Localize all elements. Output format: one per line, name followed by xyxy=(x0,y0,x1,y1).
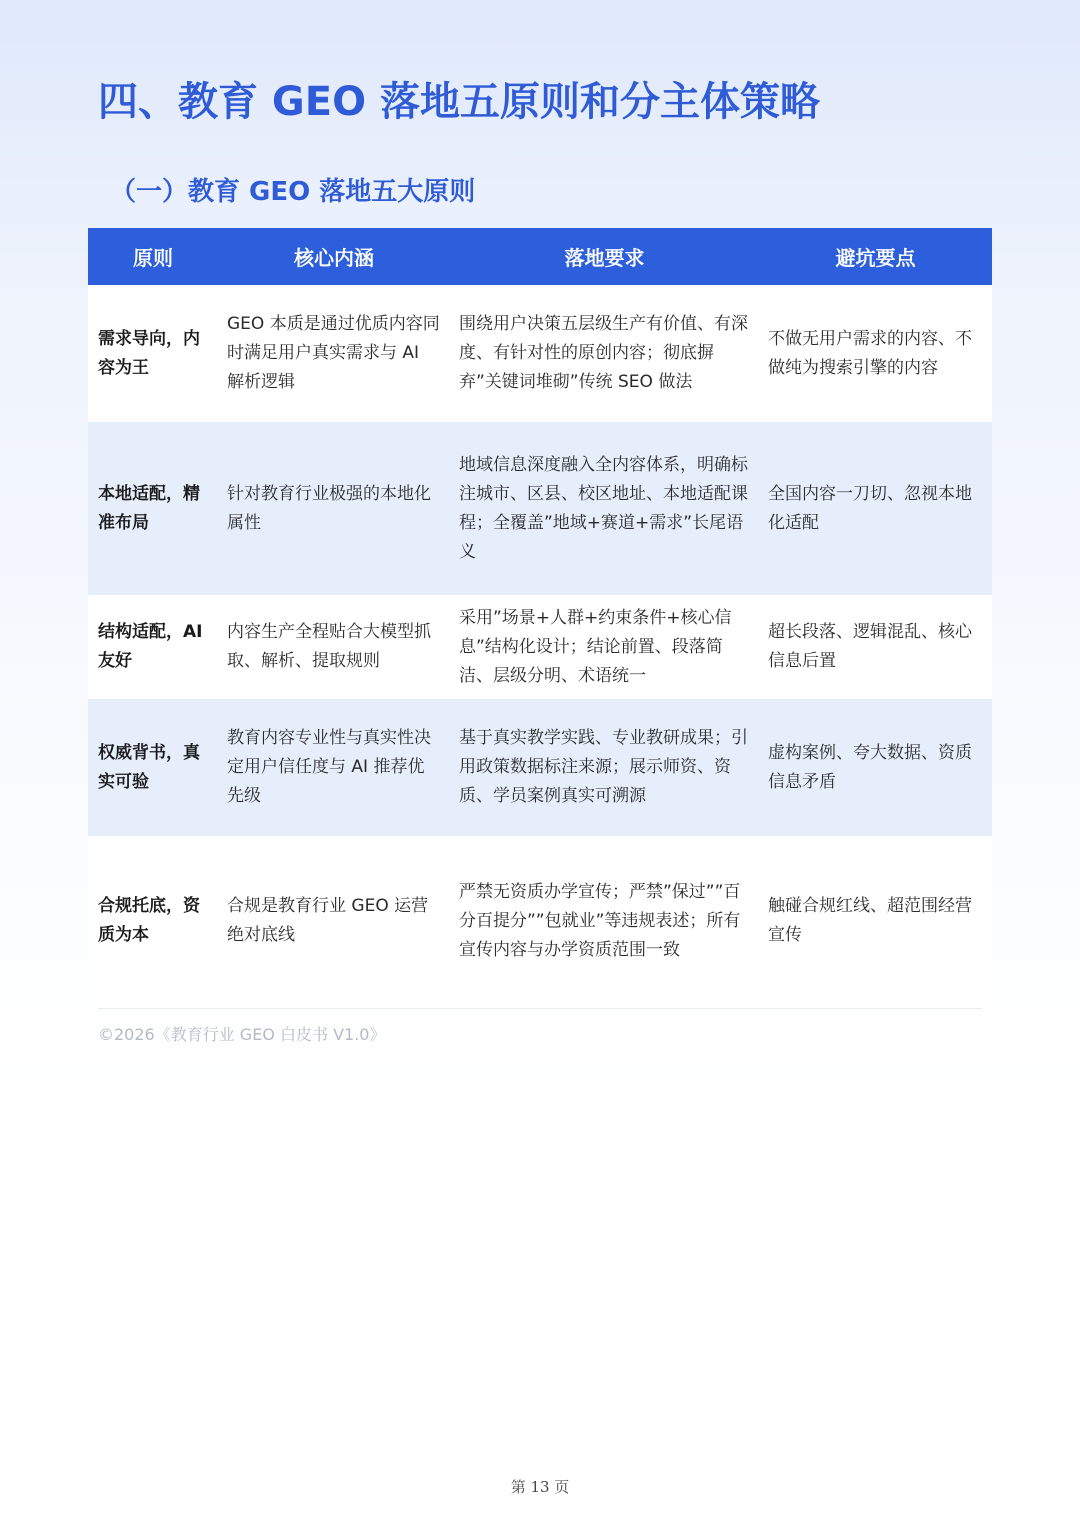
core-cell: 内容生产全程贴合大模型抓取、解析、提取规则 xyxy=(218,595,450,699)
requirement-cell: 围绕用户决策五层级生产有价值、有深度、有针对性的原创内容；彻底摒弃”关键词堆砌”传统 SEO 做法 xyxy=(450,285,759,422)
footer-divider xyxy=(98,1008,982,1009)
page-title: 四、教育 GEO 落地五原则和分主体策略 xyxy=(98,79,821,125)
avoid-cell: 超长段落、逻辑混乱、核心信息后置 xyxy=(759,595,992,699)
table-row xyxy=(88,595,992,699)
avoid-cell: 不做无用户需求的内容、不做纯为搜索引擎的内容 xyxy=(759,285,992,422)
column-header-avoid: 避坑要点 xyxy=(759,228,992,285)
core-cell: 教育内容专业性与真实性决定用户信任度与 AI 推荐优先级 xyxy=(218,699,450,836)
principle-cell: 本地适配，精准布局 xyxy=(88,422,218,595)
core-cell: GEO 本质是通过优质内容同时满足用户真实需求与 AI 解析逻辑 xyxy=(218,285,450,422)
requirement-cell: 基于真实教学实践、专业教研成果；引用政策数据标注来源；展示师资、资质、学员案例真实可溯源 xyxy=(450,699,759,836)
principles-table xyxy=(88,228,992,1006)
requirement-cell: 地域信息深度融入全内容体系，明确标注城市、区县、校区地址、本地适配课程；全覆盖”地域+赛道+需求”长尾语义 xyxy=(450,422,759,595)
core-cell: 针对教育行业极强的本地化属性 xyxy=(218,422,450,595)
table-row xyxy=(88,285,992,422)
requirement-cell: 严禁无资质办学宣传；严禁”保过””百分百提分””包就业”等违规表述；所有宣传内容与办学资质范围一致 xyxy=(450,836,759,1006)
avoid-cell: 全国内容一刀切、忽视本地化适配 xyxy=(759,422,992,595)
page-number: 第 13 页 xyxy=(510,1478,570,1496)
requirement-cell: 采用”场景+人群+约束条件+核心信息”结构化设计；结论前置、段落简洁、层级分明、术语统一 xyxy=(450,595,759,699)
column-header-core: 核心内涵 xyxy=(218,228,450,285)
section-title: （一）教育 GEO 落地五大原则 xyxy=(110,177,476,207)
core-cell: 合规是教育行业 GEO 运营绝对底线 xyxy=(218,836,450,1006)
column-header-principle: 原则 xyxy=(88,228,218,285)
principle-cell: 权威背书，真实可验 xyxy=(88,699,218,836)
table-row xyxy=(88,699,992,836)
avoid-cell: 触碰合规红线、超范围经营宣传 xyxy=(759,836,992,1006)
table-header-row xyxy=(88,228,992,285)
avoid-cell: 虚构案例、夸大数据、资质信息矛盾 xyxy=(759,699,992,836)
column-header-requirement: 落地要求 xyxy=(450,228,759,285)
copyright-notice: ©2026《教育行业 GEO 白皮书 V1.0》 xyxy=(98,1025,386,1044)
table-row xyxy=(88,422,992,595)
principle-cell: 合规托底，资质为本 xyxy=(88,836,218,1006)
principle-cell: 结构适配，AI 友好 xyxy=(88,595,218,699)
table-row xyxy=(88,836,992,1006)
principle-cell: 需求导向，内容为王 xyxy=(88,285,218,422)
